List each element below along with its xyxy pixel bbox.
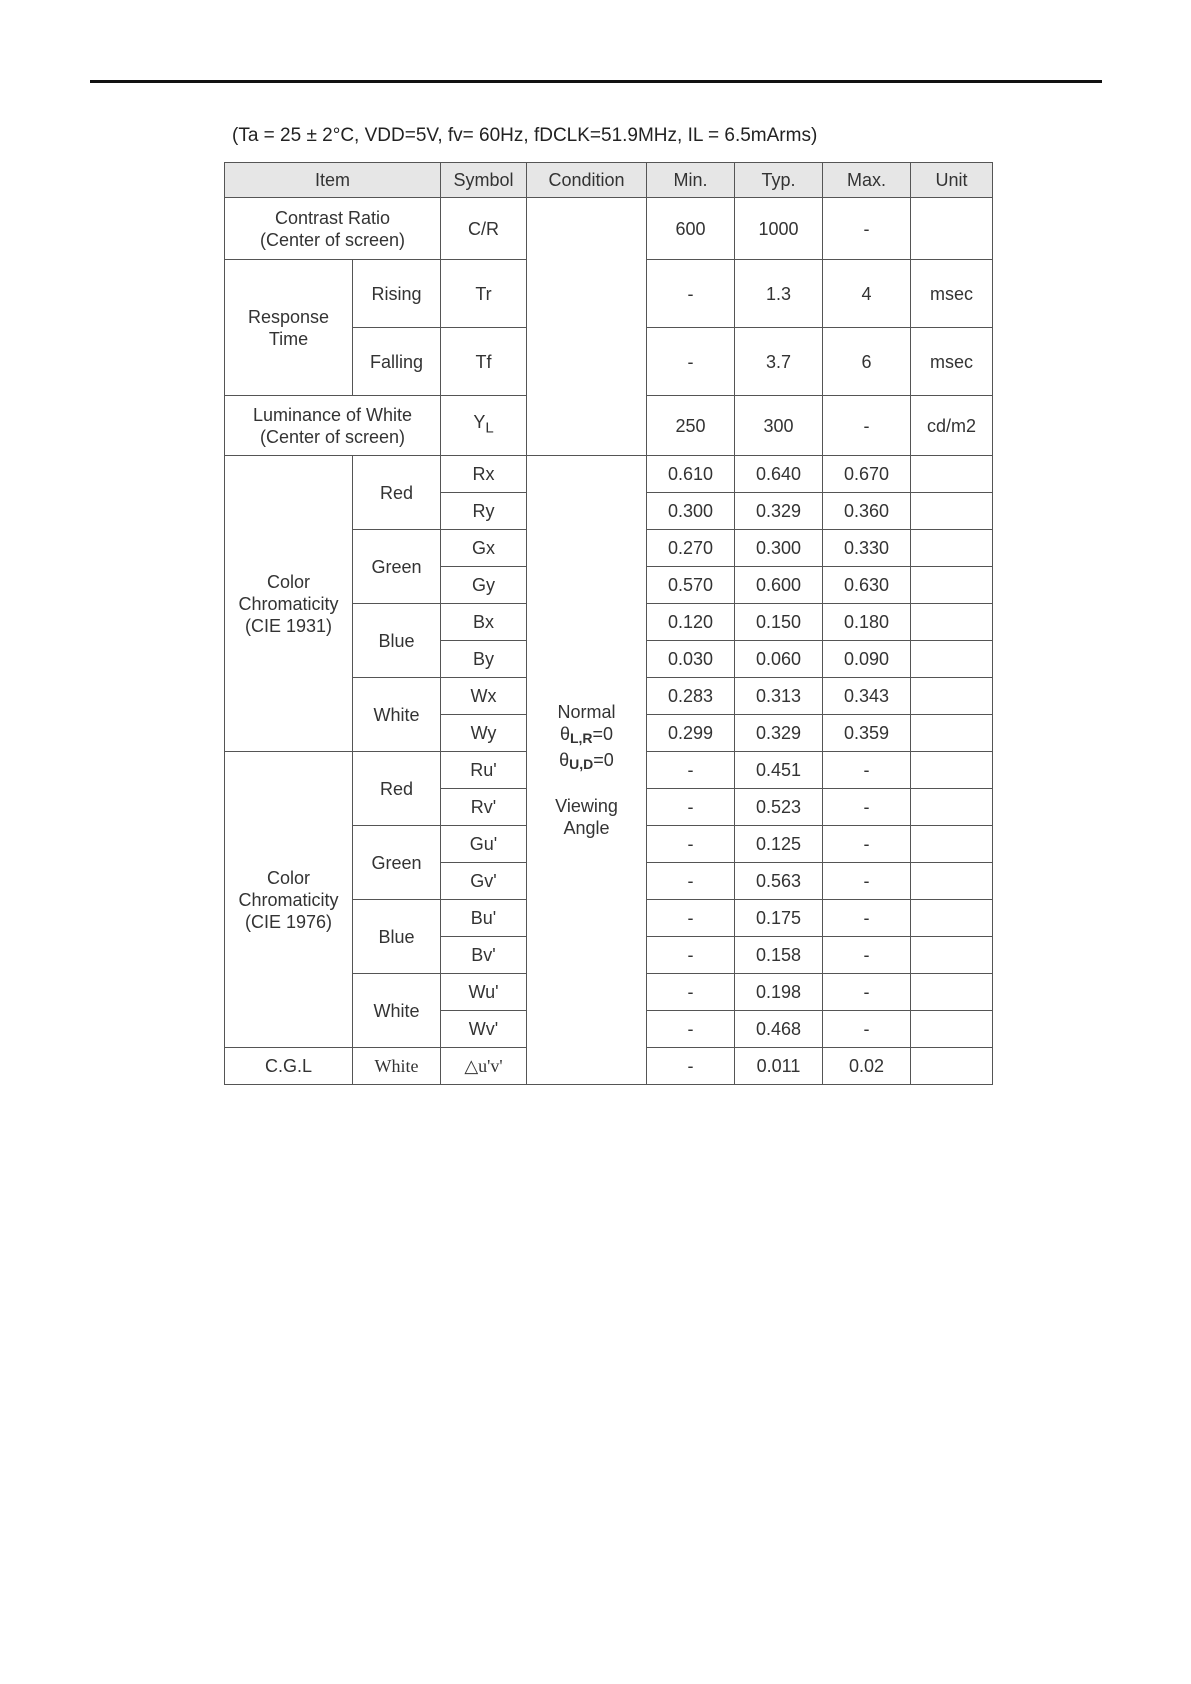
response-item: Response Time: [225, 260, 353, 396]
typ-cell: 0.175: [735, 900, 823, 937]
header-item: Item: [225, 163, 441, 198]
header-min: Min.: [647, 163, 735, 198]
unit-cell: [911, 567, 993, 604]
min-cell: -: [647, 1011, 735, 1048]
luminance-symbol: $Y_L$: [441, 396, 527, 456]
cgl-unit: [911, 1048, 993, 1085]
falling-symbol: Tf: [441, 328, 527, 396]
table-row: [225, 198, 993, 260]
typ-cell: 0.198: [735, 974, 823, 1011]
typ-cell: 0.300: [735, 530, 823, 567]
luminance-item: Luminance of White (Center of screen): [225, 396, 441, 456]
min-cell: 0.030: [647, 641, 735, 678]
contrast-min: 600: [647, 198, 735, 260]
contrast-item: Contrast Ratio (Center of screen): [225, 198, 441, 260]
symbol-cell: Bu': [441, 900, 527, 937]
min-cell: 0.610: [647, 456, 735, 493]
typ-cell: 0.125: [735, 826, 823, 863]
symbol-cell: Wx: [441, 678, 527, 715]
unit-cell: [911, 863, 993, 900]
header-unit: Unit: [911, 163, 993, 198]
cgl-color: White: [353, 1048, 441, 1085]
max-cell: 0.090: [823, 641, 911, 678]
typ-cell: 0.150: [735, 604, 823, 641]
unit-cell: [911, 789, 993, 826]
typ-cell: 0.468: [735, 1011, 823, 1048]
rising-unit: msec: [911, 260, 993, 328]
optical-spec-table: [224, 162, 993, 1085]
min-cell: -: [647, 789, 735, 826]
color-label: White: [353, 678, 441, 752]
typ-cell: 0.640: [735, 456, 823, 493]
falling-label: Falling: [353, 328, 441, 396]
contrast-symbol: C/R: [441, 198, 527, 260]
header-symbol: Symbol: [441, 163, 527, 198]
unit-cell: [911, 456, 993, 493]
falling-typ: 3.7: [735, 328, 823, 396]
rising-max: 4: [823, 260, 911, 328]
cie1976-item: Color Chromaticity (CIE 1976): [225, 752, 353, 1048]
max-cell: 0.330: [823, 530, 911, 567]
symbol-cell: Rx: [441, 456, 527, 493]
min-cell: 0.300: [647, 493, 735, 530]
color-label: Blue: [353, 604, 441, 678]
max-cell: -: [823, 863, 911, 900]
color-label: Green: [353, 530, 441, 604]
min-cell: -: [647, 900, 735, 937]
symbol-cell: Gy: [441, 567, 527, 604]
symbol-cell: By: [441, 641, 527, 678]
max-cell: -: [823, 900, 911, 937]
luminance-typ: 300: [735, 396, 823, 456]
measurement-conditions: (Ta = 25 ± 2°C, VDD=5V, fv= 60Hz, fDCLK=51.9MHz, IL = 6.5mArms): [232, 125, 818, 146]
max-cell: 0.670: [823, 456, 911, 493]
cgl-max: 0.02: [823, 1048, 911, 1085]
header-condition: Condition: [527, 163, 647, 198]
unit-cell: [911, 974, 993, 1011]
color-label: Blue: [353, 900, 441, 974]
symbol-cell: Gv': [441, 863, 527, 900]
typ-cell: 0.158: [735, 937, 823, 974]
color-label: White: [353, 974, 441, 1048]
symbol-cell: Ry: [441, 493, 527, 530]
header-row: [225, 163, 993, 198]
min-cell: 0.299: [647, 715, 735, 752]
cie1931-item: Color Chromaticity (CIE 1931): [225, 456, 353, 752]
table-row: [225, 456, 993, 493]
symbol-cell: Bv': [441, 937, 527, 974]
contrast-unit: [911, 198, 993, 260]
cgl-typ: 0.011: [735, 1048, 823, 1085]
symbol-cell: Rv': [441, 789, 527, 826]
falling-min: -: [647, 328, 735, 396]
luminance-min: 250: [647, 396, 735, 456]
max-cell: 0.360: [823, 493, 911, 530]
typ-cell: 0.313: [735, 678, 823, 715]
unit-cell: [911, 900, 993, 937]
cgl-item: C.G.L: [225, 1048, 353, 1085]
unit-cell: [911, 752, 993, 789]
unit-cell: [911, 826, 993, 863]
max-cell: 0.180: [823, 604, 911, 641]
unit-cell: [911, 1011, 993, 1048]
max-cell: 0.359: [823, 715, 911, 752]
unit-cell: [911, 641, 993, 678]
symbol-cell: Wv': [441, 1011, 527, 1048]
color-label: Red: [353, 456, 441, 530]
header-max: Max.: [823, 163, 911, 198]
luminance-unit: cd/m2: [911, 396, 993, 456]
falling-max: 6: [823, 328, 911, 396]
min-cell: -: [647, 826, 735, 863]
typ-cell: 0.329: [735, 715, 823, 752]
rising-typ: 1.3: [735, 260, 823, 328]
typ-cell: 0.600: [735, 567, 823, 604]
condition-viewing-angle: Normal $\theta_{L,R}=0$ $\theta_{U,D}=0$ Viewing Angle: [527, 456, 647, 1085]
typ-cell: 0.451: [735, 752, 823, 789]
symbol-cell: Bx: [441, 604, 527, 641]
min-cell: -: [647, 863, 735, 900]
min-cell: 0.283: [647, 678, 735, 715]
unit-cell: [911, 715, 993, 752]
min-cell: 0.270: [647, 530, 735, 567]
unit-cell: [911, 530, 993, 567]
contrast-typ: 1000: [735, 198, 823, 260]
max-cell: -: [823, 752, 911, 789]
min-cell: 0.120: [647, 604, 735, 641]
color-label: Green: [353, 826, 441, 900]
rising-symbol: Tr: [441, 260, 527, 328]
max-cell: -: [823, 937, 911, 974]
luminance-max: -: [823, 396, 911, 456]
rising-label: Rising: [353, 260, 441, 328]
symbol-cell: Gu': [441, 826, 527, 863]
unit-cell: [911, 937, 993, 974]
header-typ: Typ.: [735, 163, 823, 198]
cgl-symbol: △u'v': [441, 1048, 527, 1085]
max-cell: -: [823, 789, 911, 826]
min-cell: -: [647, 937, 735, 974]
max-cell: -: [823, 1011, 911, 1048]
max-cell: -: [823, 974, 911, 1011]
symbol-cell: Wy: [441, 715, 527, 752]
typ-cell: 0.523: [735, 789, 823, 826]
max-cell: 0.630: [823, 567, 911, 604]
color-label: Red: [353, 752, 441, 826]
max-cell: 0.343: [823, 678, 911, 715]
typ-cell: 0.563: [735, 863, 823, 900]
symbol-cell: Wu': [441, 974, 527, 1011]
symbol-cell: Gx: [441, 530, 527, 567]
unit-cell: [911, 493, 993, 530]
symbol-cell: Ru': [441, 752, 527, 789]
max-cell: -: [823, 826, 911, 863]
typ-cell: 0.060: [735, 641, 823, 678]
condition-blank: [527, 198, 647, 456]
top-rule: [90, 80, 1102, 83]
min-cell: -: [647, 752, 735, 789]
unit-cell: [911, 678, 993, 715]
typ-cell: 0.329: [735, 493, 823, 530]
unit-cell: [911, 604, 993, 641]
rising-min: -: [647, 260, 735, 328]
min-cell: -: [647, 974, 735, 1011]
contrast-max: -: [823, 198, 911, 260]
min-cell: 0.570: [647, 567, 735, 604]
cgl-min: -: [647, 1048, 735, 1085]
falling-unit: msec: [911, 328, 993, 396]
